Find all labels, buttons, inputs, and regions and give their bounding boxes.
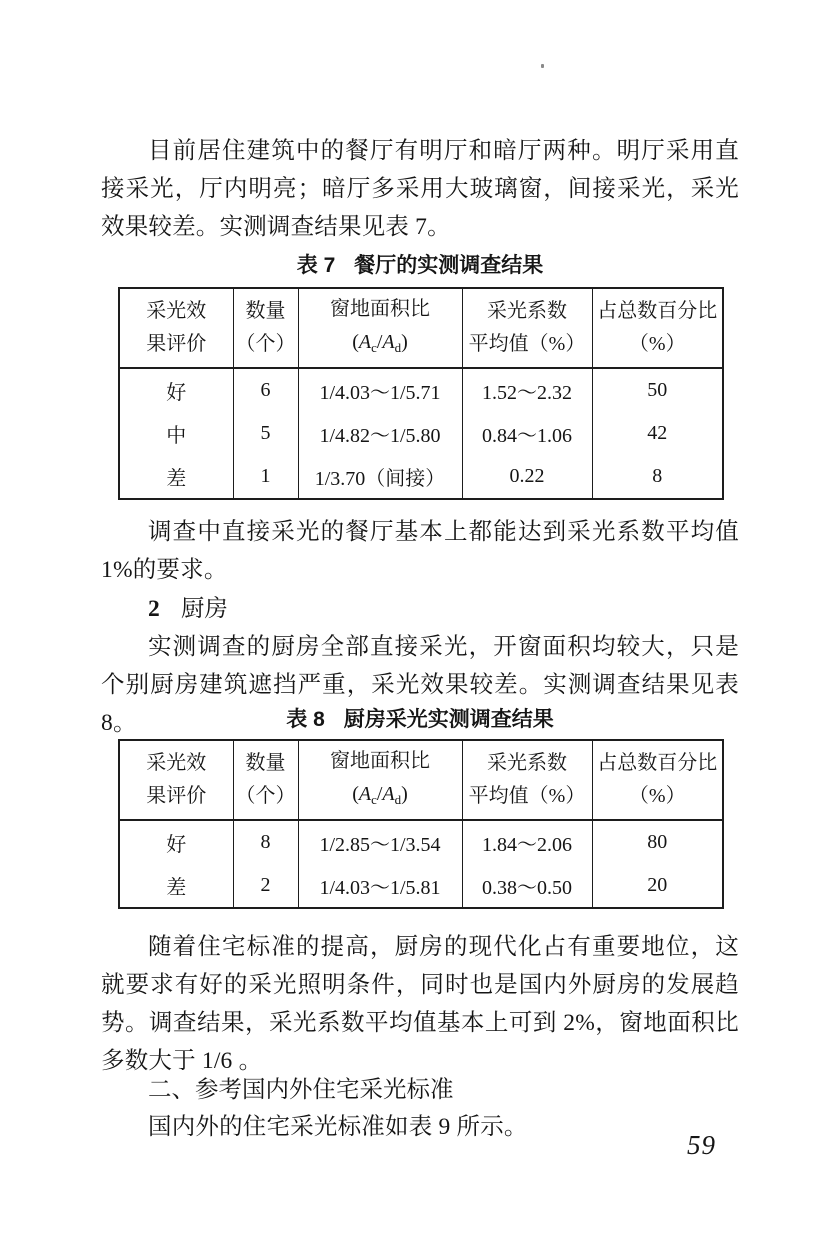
- header-cell-rating: [119, 288, 233, 368]
- paragraph-dining-intro: 目前居住建筑中的餐厅有明厅和暗厅两种。明厅采用直接采光，厅内明亮；暗厅多采用大玻璃窗，间接采光，采光效果较差。实测调查结果见表 7。: [101, 138, 739, 240]
- table-cell: 42: [592, 412, 723, 455]
- header-factor-line2: 平均值（%）: [468, 333, 586, 355]
- formula-slash: /: [376, 782, 383, 805]
- table7-title: [118, 251, 722, 281]
- table-cell: 好: [119, 820, 233, 864]
- table-cell: 差: [119, 455, 233, 499]
- table-cell: 8: [592, 455, 723, 499]
- table-cell: 80: [592, 820, 723, 864]
- section-label: 厨房: [180, 596, 228, 622]
- header-cell-window-ratio: [298, 740, 462, 820]
- header-rating-line1: 采光效: [146, 300, 207, 322]
- header-count-line1: 数量: [245, 300, 286, 322]
- header-cell-count: [233, 288, 298, 368]
- header-percentage-line1: 占总数百分比: [597, 752, 718, 774]
- formula-sub1: c: [371, 339, 377, 355]
- formula-a1: A: [358, 782, 372, 805]
- header-factor-line1: 采光系数: [487, 300, 567, 322]
- table7-header-row: [119, 288, 723, 368]
- formula-a2: A: [382, 330, 395, 353]
- table8-header-row: [119, 740, 723, 820]
- section-heading-kitchen: [101, 590, 739, 628]
- table-cell: 中: [119, 412, 233, 455]
- table8-number: 表 8: [286, 708, 325, 731]
- table-cell: 8: [233, 820, 298, 864]
- table8-kitchen-survey: [118, 739, 724, 909]
- header-ratio-formula: [299, 778, 462, 816]
- header-percentage-line2: （%）: [628, 785, 686, 807]
- table8-title: [118, 705, 722, 735]
- table-cell: 好: [119, 368, 233, 412]
- table-cell: 1/4.03～1/5.81: [298, 864, 462, 908]
- page-number: 59: [687, 1130, 716, 1160]
- table-row: [119, 412, 723, 455]
- table-cell: 2: [233, 864, 298, 908]
- header-count-line2: （个）: [235, 785, 296, 807]
- table-cell: 0.84～1.06: [462, 412, 592, 455]
- header-count-line1: 数量: [245, 752, 286, 774]
- section-number: 2: [148, 596, 160, 622]
- header-ratio-line1: 窗地面积比: [330, 749, 430, 772]
- table-row: [119, 820, 723, 864]
- header-cell-daylight-factor: [462, 740, 592, 820]
- table-cell: 0.38～0.50: [462, 864, 592, 908]
- header-ratio-line1: 窗地面积比: [330, 297, 430, 320]
- header-factor-line1: 采光系数: [487, 752, 567, 774]
- table-cell: 1/2.85～1/3.54: [298, 820, 462, 864]
- formula-a2: A: [382, 782, 395, 805]
- formula-open: (: [352, 330, 359, 353]
- table7-caption: 餐厅的实测调查结果: [354, 254, 544, 277]
- header-cell-percentage: [592, 288, 723, 368]
- table-cell: 20: [592, 864, 723, 908]
- table-cell: 1: [233, 455, 298, 499]
- formula-slash: /: [376, 330, 383, 353]
- header-rating-line2: 果评价: [146, 333, 207, 355]
- table-row: [119, 864, 723, 908]
- formula-sub2: d: [394, 791, 402, 807]
- paragraph-kitchen-intro: 实测调查的厨房全部直接采光，开窗面积均较大，只是个别厨房建筑遮挡严重，采光效果较差。实测调查结果见表 8。: [101, 634, 739, 736]
- header-ratio-formula: [299, 326, 462, 364]
- table-row: [119, 368, 723, 412]
- table-cell: 1/3.70（间接）: [298, 455, 462, 499]
- scan-speck: [541, 64, 544, 68]
- header-count-line2: （个）: [235, 333, 296, 355]
- paragraph-kitchen-conclusion: 随着住宅标准的提高，厨房的现代化占有重要地位，这就要求有好的采光照明条件，同时也是国内外厨房的发展趋势。调查结果，采光系数平均值基本上可到 2%，窗地面积比多数大于 1/6 。: [101, 934, 739, 1074]
- table-row: [119, 455, 723, 499]
- table-cell: 1/4.82～1/5.80: [298, 412, 462, 455]
- header-percentage-line2: （%）: [628, 333, 686, 355]
- header-cell-daylight-factor: [462, 288, 592, 368]
- table-cell: 1.52～2.32: [462, 368, 592, 412]
- formula-a1: A: [358, 330, 372, 353]
- header-rating-line1: 采光效: [146, 752, 207, 774]
- formula-open: (: [352, 782, 359, 805]
- header-cell-count: [233, 740, 298, 820]
- formula-close: ): [401, 782, 408, 805]
- table7-number: 表 7: [296, 254, 336, 277]
- table7-dining-survey: [118, 287, 724, 500]
- table8-caption: 厨房采光实测调查结果: [343, 708, 554, 731]
- section-heading-standards: 二、参考国内外住宅采光标准: [148, 1077, 454, 1103]
- header-cell-rating: [119, 740, 233, 820]
- table-cell: 0.22: [462, 455, 592, 499]
- table-cell: 6: [233, 368, 298, 412]
- table-cell: 1.84～2.06: [462, 820, 592, 864]
- table-cell: 1/4.03～1/5.71: [298, 368, 462, 412]
- table-cell: 5: [233, 412, 298, 455]
- table-cell: 差: [119, 864, 233, 908]
- formula-sub2: d: [394, 339, 402, 355]
- header-factor-line2: 平均值（%）: [468, 785, 586, 807]
- header-percentage-line1: 占总数百分比: [597, 300, 718, 322]
- paragraph-standards-intro: 国内外的住宅采光标准如表 9 所示。: [148, 1114, 528, 1140]
- header-cell-window-ratio: [298, 288, 462, 368]
- header-rating-line2: 果评价: [146, 785, 207, 807]
- header-cell-percentage: [592, 740, 723, 820]
- table-cell: 50: [592, 368, 723, 412]
- formula-sub1: c: [371, 791, 377, 807]
- formula-close: ): [401, 330, 408, 353]
- paragraph-dining-conclusion: 调查中直接采光的餐厅基本上都能达到采光系数平均值 1%的要求。: [101, 519, 739, 583]
